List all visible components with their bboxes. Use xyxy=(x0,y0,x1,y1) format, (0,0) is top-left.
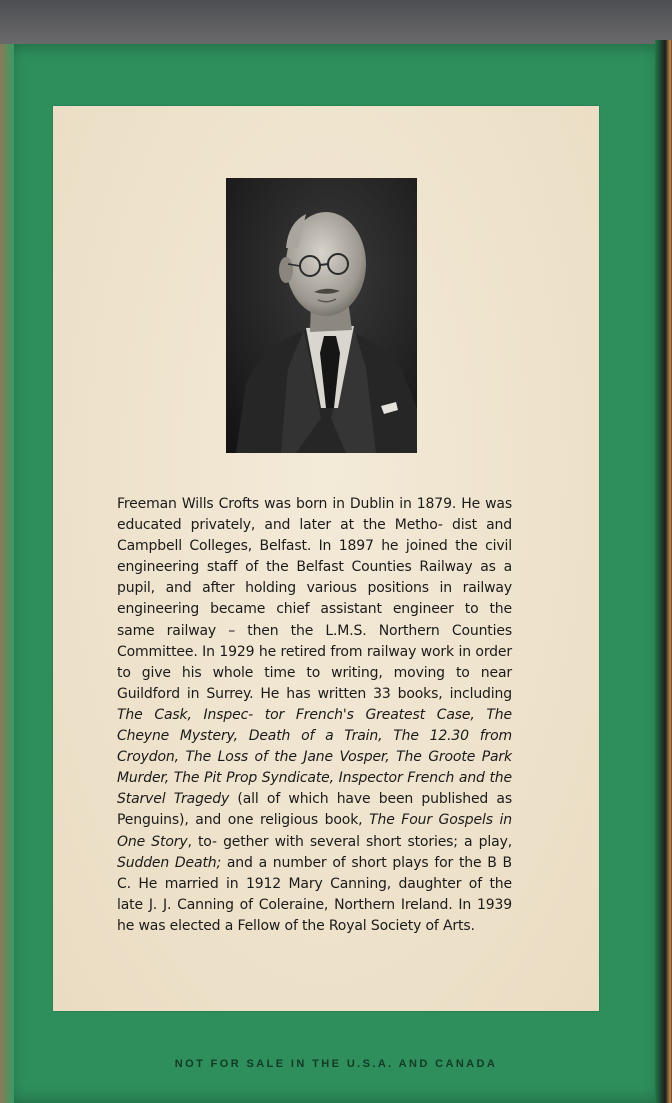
cover-right-edge xyxy=(655,40,672,1103)
bio-text-4: and a number of short plays for the B B C. He married in 1912 Mary Canning, daughter of the late J. J. Canning of Coleraine, Northern Ireland. In 1939 he was elected a Fellow of the Royal Society of Arts. xyxy=(117,854,512,934)
background-top xyxy=(0,0,672,46)
bio-text-2: (all of which have been published as Penguins), and one religious book, xyxy=(117,791,512,829)
author-portrait xyxy=(226,178,417,453)
bio-book-titles: The Cask, Inspec- tor French's Greatest Case, The Cheyne Mystery, Death of a Train, The 12.30 from Croydon, The Loss of the Jane Vosper, The Groote Park Murder, The Pit Prop Syndicate, Inspector French and the Starvel Tragedy xyxy=(117,706,512,808)
sale-restriction-notice: NOT FOR SALE IN THE U.S.A. AND CANADA xyxy=(174,1058,498,1070)
bio-text-1: Freeman Wills Crofts was born in Dublin in 1879. He was educated privately, and later at the Metho- dist and Campbell Colleges, Belfast. In 1897 he joined the civil engineering staff of the Belfast Counties Railway as a pupil, and after holding various positions in railway engineering became chief assistant engineer to the same railway – then the L.M.S. Northern Counties Committee. In 1929 he retired from railway work in order to give his whole time to writing, moving to near Guildford in Surrey. He has written 33 books, including xyxy=(117,496,512,702)
bio-religious-book-title: The Four Gospels in One Story xyxy=(117,812,512,850)
author-photo-illustration xyxy=(226,178,417,453)
author-biography xyxy=(117,494,512,937)
cover-left-edge xyxy=(0,44,14,1103)
bio-text-3: , to- gether with several short stories; a play, xyxy=(187,833,513,850)
bio-play-title: Sudden Death; xyxy=(117,854,222,871)
